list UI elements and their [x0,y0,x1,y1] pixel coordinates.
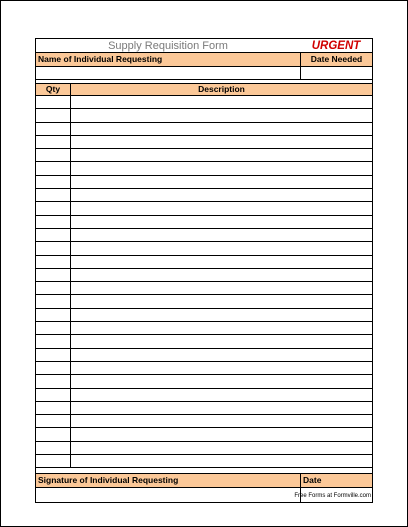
qty-cell[interactable] [36,136,71,148]
item-line [36,176,372,189]
qty-cell[interactable] [36,149,71,161]
qty-cell[interactable] [36,389,71,401]
description-cell[interactable] [71,295,372,307]
signature-header-row [36,474,372,488]
item-line [36,216,372,229]
description-cell[interactable] [71,415,372,427]
name-entry-row [36,67,372,80]
description-cell[interactable] [71,96,372,108]
qty-cell[interactable] [36,282,71,294]
qty-cell[interactable] [36,455,71,467]
name-field[interactable] [36,67,300,79]
item-line [36,149,372,162]
item-line [36,335,372,348]
qty-cell[interactable] [36,428,71,440]
qty-cell[interactable] [36,176,71,188]
qty-cell[interactable] [36,202,71,214]
description-cell[interactable] [71,428,372,440]
description-cell[interactable] [71,216,372,228]
item-line [36,455,372,468]
item-line [36,136,372,149]
item-line [36,256,372,269]
item-line [36,322,372,335]
item-line [36,242,372,255]
signature-field[interactable] [36,488,300,502]
description-cell[interactable] [71,123,372,135]
qty-cell[interactable] [36,335,71,347]
description-cell[interactable] [71,176,372,188]
qty-cell[interactable] [36,242,71,254]
item-line [36,415,372,428]
item-line [36,269,372,282]
item-line [36,389,372,402]
qty-cell[interactable] [36,402,71,414]
item-line [36,442,372,455]
items-header-row [36,84,372,96]
qty-cell[interactable] [36,295,71,307]
qty-cell[interactable] [36,189,71,201]
description-cell[interactable] [71,455,372,467]
qty-cell[interactable] [36,442,71,454]
item-lines [36,96,372,468]
item-line [36,229,372,242]
date-needed-field[interactable] [300,67,372,79]
requisition-form [35,38,373,503]
description-cell[interactable] [71,202,372,214]
description-cell[interactable] [71,322,372,334]
item-line [36,109,372,122]
qty-cell[interactable] [36,256,71,268]
qty-cell[interactable] [36,349,71,361]
description-cell[interactable] [71,149,372,161]
qty-cell[interactable] [36,162,71,174]
description-cell[interactable] [71,375,372,387]
description-cell[interactable] [71,256,372,268]
item-line [36,295,372,308]
item-line [36,362,372,375]
item-line [36,202,372,215]
title-row [36,39,372,53]
form-title: Supply Requisition Form [108,40,228,52]
item-line [36,349,372,362]
item-line [36,96,372,109]
description-header: Description [198,84,245,94]
description-cell[interactable] [71,109,372,121]
qty-cell[interactable] [36,309,71,321]
description-cell[interactable] [71,242,372,254]
name-label: Name of Individual Requesting [38,54,163,64]
qty-cell[interactable] [36,109,71,121]
signature-label: Signature of Individual Requesting [38,475,179,486]
description-cell[interactable] [71,229,372,241]
date-label: Date [300,474,372,487]
item-line [36,402,372,415]
qty-cell[interactable] [36,415,71,427]
urgent-label: URGENT [311,40,361,52]
description-cell[interactable] [71,389,372,401]
footer-credit: Free Forms at Formville.com [294,493,371,499]
item-line [36,123,372,136]
qty-cell[interactable] [36,269,71,281]
description-cell[interactable] [71,136,372,148]
description-cell[interactable] [71,362,372,374]
description-cell[interactable] [71,442,372,454]
description-cell[interactable] [71,309,372,321]
description-cell[interactable] [71,335,372,347]
qty-cell[interactable] [36,322,71,334]
description-cell[interactable] [71,162,372,174]
item-line [36,428,372,441]
qty-cell[interactable] [36,96,71,108]
description-cell[interactable] [71,402,372,414]
description-cell[interactable] [71,189,372,201]
qty-cell[interactable] [36,123,71,135]
qty-cell[interactable] [36,229,71,241]
name-header-row [36,53,372,67]
qty-cell[interactable] [36,375,71,387]
qty-header: Qty [36,84,71,95]
date-needed-label: Date Needed [300,53,372,66]
item-line [36,162,372,175]
qty-cell[interactable] [36,362,71,374]
description-cell[interactable] [71,269,372,281]
item-line [36,282,372,295]
description-cell[interactable] [71,282,372,294]
qty-cell[interactable] [36,216,71,228]
item-line [36,189,372,202]
item-line [36,375,372,388]
description-cell[interactable] [71,349,372,361]
item-line [36,309,372,322]
